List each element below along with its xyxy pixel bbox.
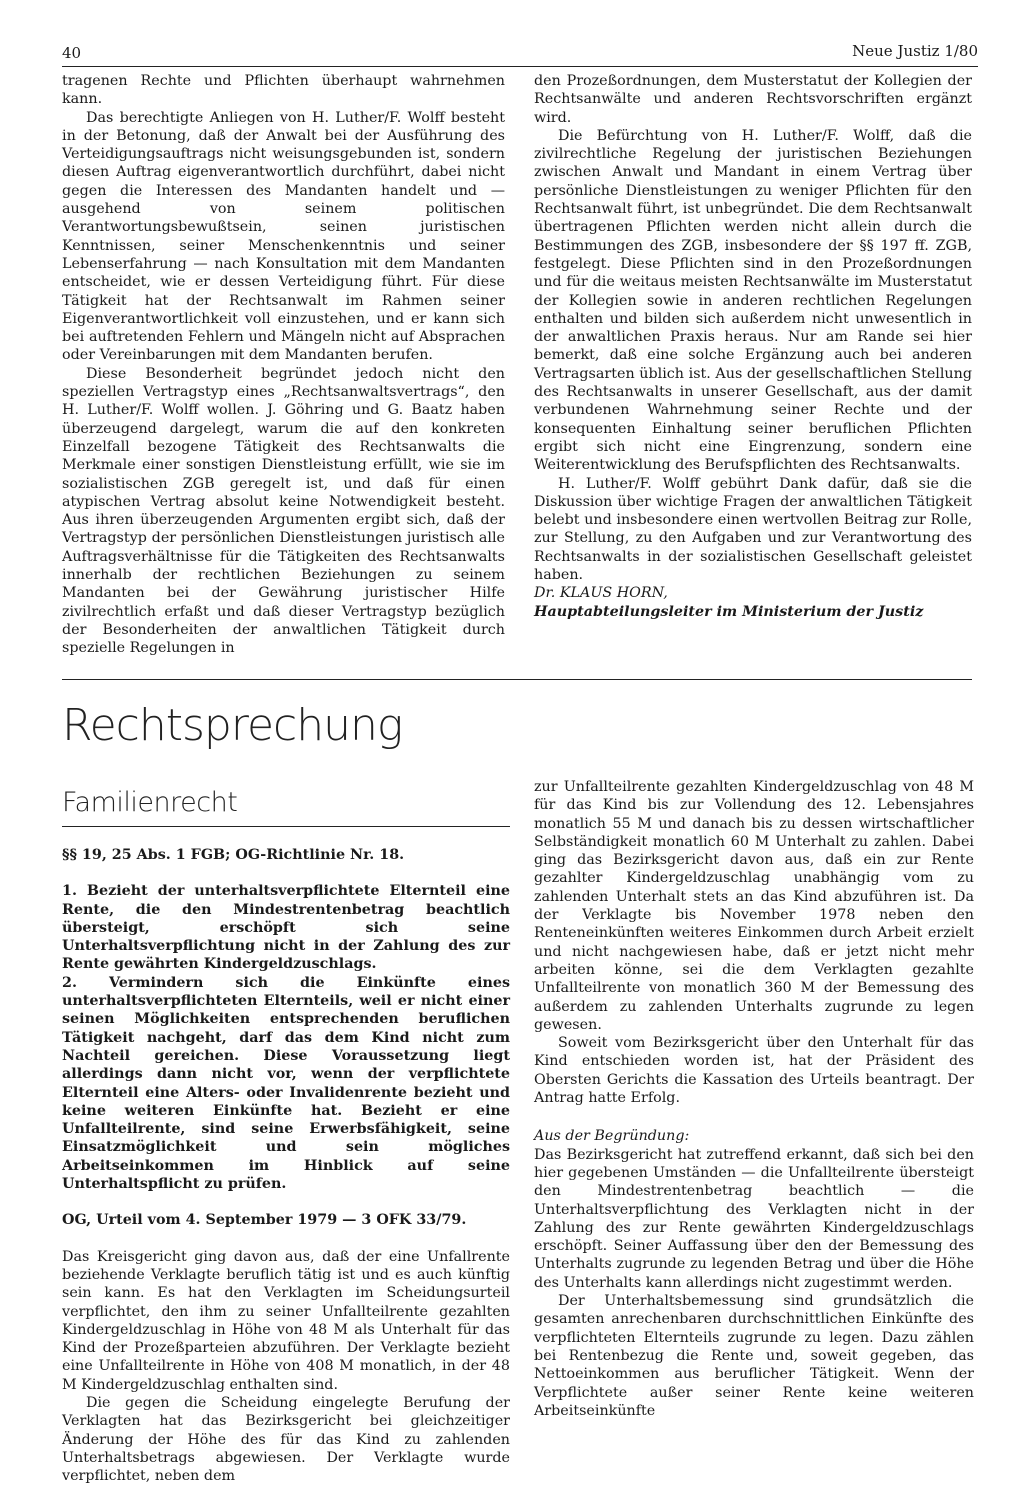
page-number: 40: [62, 44, 82, 62]
section-rule: [62, 679, 972, 680]
paragraph: H. Luther/F. Wolff gebührt Dank dafür, daß sie die Diskussion über wichtige Fragen der anwaltlichen Tätigkeit belebt und insbesondere einen wertvollen Beitrag zur Rolle, zur Stellung, zu den Aufgaben und zur Verantwortung des Rechtsanwalts in der sozialistischen Gesellschaft geleistet haben.: [534, 475, 972, 584]
paragraph: Das Kreisgericht ging davon aus, daß der eine Unfallrente beziehende Verklagte beruflich tätig ist und es auch künftig sein kann. Es hat den Verklagten im Scheidungsurteil verpflichtet, den ihm zu seiner Unfallteilrente gezahlten Kindergeldzuschlag in Höhe von 48 M als Unterhalt für das Kind der Prozeßparteien abzuführen. Der Verklagte bezieht eine Unfallteilrente in Höhe von 408 M monatlich, in der 48 M Kindergeldzuschlag enthalten sind.: [62, 1248, 510, 1393]
author-role: Hauptabteilungsleiter im Ministerium der Justiz: [534, 603, 924, 620]
page-header: [62, 38, 978, 64]
case-column-left: [62, 846, 510, 1486]
subsection-title: Familienrecht: [62, 787, 238, 818]
subsection-rule: [62, 826, 510, 827]
paragraph: zur Unfallteilrente gezahlten Kindergeldzuschlag von 48 M für das Kind bis zur Vollendung des 12. Lebensjahres monatlich 55 M und danach bis zu dessen wirtschaftlicher Selbständigkeit monatlich 60 M Unterhalt zu zahlen. Dabei ging das Bezirksgericht davon aus, daß ein zur Rente gezahlter Kindergeldzuschlag unabhängig vom zu zahlenden Unterhalt stets an das Kind abzuführen ist. Da der Verklagte bis November 1978 neben den Renteneinkünften weiteres Einkommen durch Arbeit erzielt und nicht nachgewiesen habe, daß er jetzt nicht mehr arbeiten könne, sei die dem Verklagten gezahlte Unfallteilrente von monatlich 360 M der Bemessung des außerdem zu zahlenden Unterhalts zugrunde zu legen gewesen.: [534, 779, 974, 1033]
article-column-right: [534, 72, 972, 621]
paragraph: Die Befürchtung von H. Luther/F. Wolff, daß die zivilrechtliche Regelung der juristischen Beziehungen zwischen Anwalt und Mandant in einem Vertrag über persönliche Dienstleistungen zu weniger Pflichten für den Rechtsanwalt führt, ist unbegründet. Die dem Rechtsanwalt übertragenen Pflichten werden nicht allein durch die Bestimmungen des ZGB, insbesondere der §§ 197 ff. ZGB, festgelegt. Diese Pflichten sind in den Prozeßordnungen und für die weitaus meisten Rechtsanwälte im Musterstatut der Kollegien sowie in anderen rechtlichen Regelungen enthalten und bilden sich außerdem nicht unwesentlich in der anwaltlichen Praxis heraus. Nur am Rande sei hier bemerkt, daß eine solche Ergänzung auch bei anderen Vertragsarten üblich ist. Aus der gesellschaftlichen Stellung des Rechtsanwalts in unserer Gesellschaft, aus der damit verbundenen Wahrnehmung seiner Rechte und der konsequenten Einhaltung seiner beruflichen Pflichten ergibt sich nicht eine Eingrenzung, sondern eine Weiterentwicklung des Berufspflichten des Rechtsanwalts.: [534, 127, 972, 474]
paragraph: Soweit vom Bezirksgericht über den Unterhalt für das Kind entschieden worden ist, hat der Präsident des Obersten Gerichts die Kassation des Urteils beantragt. Der Antrag hatte Erfolg.: [534, 1035, 974, 1107]
paragraph: tragenen Rechte und Pflichten überhaupt wahrnehmen kann.: [62, 73, 505, 108]
decision-reference: OG, Urteil vom 4. September 1979 — 3 OFK 33/79.: [62, 1212, 467, 1229]
paragraph: Diese Besonderheit begründet jedoch nicht den speziellen Vertragstyp eines „Rechtsanwaltsvertrags“, den H. Luther/F. Wolff wollen. J. Göhring und G. Baatz haben überzeugend dargelegt, warum die auf den konkreten Einzelfall bezogene Tätigkeit des Rechtsanwalts die Merkmale einer sonstigen Dienstleistung erfüllt, wie sie im sozialistischen ZGB geregelt ist, und daß für einen atypischen Vertrag absolut keine Notwendigkeit besteht. Aus ihren überzeugenden Argumenten ergibt sich, daß der Vertragstyp der persönlichen Dienstleistungen juristisch alle Auftragsverhältnisse für die Tätigkeiten des Rechtsanwalts innerhalb der rechtlichen Beziehungen zu seinem Mandanten bei der Gewährung juristischer Hilfe zivilrechtlich erfaßt und daß dieser Vertragstyp bezüglich der Besonderheiten der anwaltlichen Tätigkeit durch spezielle Regelungen in: [62, 365, 505, 657]
section-title: Rechtsprechung: [62, 700, 403, 751]
headnote: 1. Bezieht der unterhaltsverpflichtete Elternteil eine Rente, die den Mindestrentenbetrag beachtlich übersteigt, erschöpft sich seine Unterhaltsverpflichtung nicht in der Zahlung des zur Rente gewährten Kindergeldzuschlags.: [62, 883, 510, 973]
journal-name: Neue Justiz 1/80: [852, 42, 978, 60]
article-column-left: [62, 72, 505, 658]
paragraph: den Prozeßordnungen, dem Musterstatut der Kollegien der Rechtsanwälte und anderen Rechtsvorschriften ergänzt wird.: [534, 73, 972, 126]
reasons-heading: Aus der Begründung:: [534, 1128, 690, 1145]
headnote: 2. Vermindern sich die Einkünfte eines unterhaltsverpflichteten Elternteils, weil er nicht einer seinen Möglichkeiten entsprechenden beruflichen Tätigkeit nachgeht, darf das dem Kind nicht zum Nachteil gereichen. Diese Voraussetzung liegt allerdings dann nicht vor, wenn der verpflichtete Elternteil eine Alters- oder Invalidenrente bezieht und keine weiteren Einkünfte hat. Bezieht er eine Unfallteilrente, sind seine Erwerbsfähigkeit, seine Einsatzmöglichkeit und sein mögliches Arbeitseinkommen im Hinblick auf seine Unterhaltspflicht zu prüfen.: [62, 974, 510, 1193]
author-name: Dr. KLAUS HORN,: [534, 585, 668, 602]
paragraph: Der Unterhaltsbemessung sind grundsätzlich die gesamten anrechenbaren durchschnittlichen Einkünfte des verpflichteten Elternteils zugrunde zu legen. Dazu zählen bei Rentenbezug die Rente und, soweit gegeben, das Nettoeinkommen aus beruflicher Tätigkeit. Wenn der Verpflichtete außer seiner Rente keine weiteren Arbeitseinkünfte: [534, 1293, 974, 1419]
statute-reference: §§ 19, 25 Abs. 1 FGB; OG-Richtlinie Nr. 18.: [62, 847, 405, 863]
case-column-right: [534, 778, 974, 1420]
header-rule: [62, 66, 978, 67]
paragraph: Das berechtigte Anliegen von H. Luther/F. Wolff besteht in der Betonung, daß der Anwalt bei der Ausführung des Verteidigungsauftrags nicht weisungsgebunden ist, sondern diesen Auftrag eigenverantwortlich durchführt, dabei nicht gegen die Interessen des Mandanten handelt und — ausgehend von seinem politischen Verantwortungsbewußtsein, seinen juristischen Kenntnissen, seiner Menschenkenntnis und seiner Lebenserfahrung — nach Konsultation mit dem Mandanten entscheidet, wie er dessen Verteidigung führt. Für diese Tätigkeit hat der Rechtsanwalt im Rahmen seiner Eigenverantwortlichkeit voll einzustehen, und er kann sich bei auftretenden Fehlern und Mängeln nicht auf Absprachen oder Vereinbarungen mit dem Mandanten berufen.: [62, 109, 505, 364]
paragraph: Die gegen die Scheidung eingelegte Berufung der Verklagten hat das Bezirksgericht bei gleichzeitiger Änderung der Höhe des für das Kind zu zahlenden Unterhaltsbetrags abgewiesen. Der Verklagte wurde verpflichtet, neben dem: [62, 1395, 510, 1485]
paragraph: Das Bezirksgericht hat zutreffend erkannt, daß sich bei den hier gegebenen Umständen — die Unfallteilrente übersteigt den Mindestrentenbetrag beachtlich — die Unterhaltsverpflichtung des Verklagten nicht in der Zahlung des zur Rente gewährten Kindergeldzuschlags erschöpft. Seiner Auffassung über den der Bemessung des Unterhalts zugrunde zu legenden Betrag und über die Höhe des Unterhalts kann allerdings nicht zugestimmt werden.: [534, 1146, 974, 1291]
